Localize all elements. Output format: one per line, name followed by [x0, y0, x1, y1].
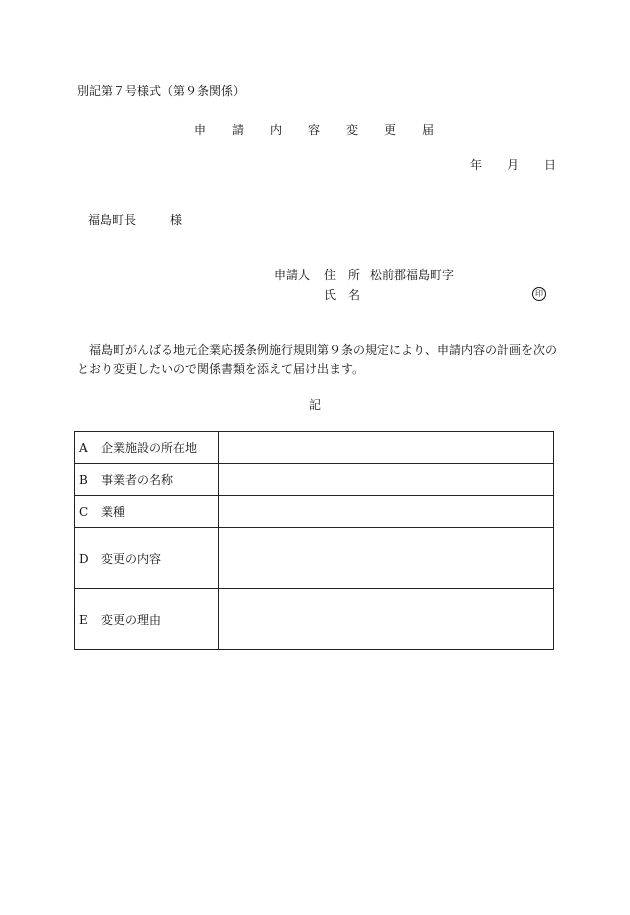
items-table	[74, 431, 554, 650]
item-label-cell	[75, 432, 219, 464]
item-letter: D	[79, 551, 89, 566]
table-row	[75, 589, 554, 650]
applicant-label: 申請人	[274, 268, 311, 282]
table-row	[75, 464, 554, 496]
title-char: 変	[346, 123, 359, 137]
title-char: 請	[232, 123, 245, 137]
item-label-cell	[75, 496, 219, 528]
address-value[interactable]: 松前郡福島町字	[370, 268, 455, 282]
address-label: 住 所	[324, 268, 361, 282]
date-year: 年	[470, 158, 483, 172]
title-char: 内	[270, 123, 283, 137]
item-value-cell[interactable]	[219, 528, 554, 589]
item-label: 業種	[101, 505, 126, 519]
item-letter: C	[79, 505, 89, 519]
item-label: 変更の理由	[101, 612, 162, 627]
body-paragraph: 福島町がんばる地元企業応援条例施行規則第９条の規定により、申請内容の計画を次のとおり変更したいので関係書類を添えて届け出ます。	[77, 343, 558, 376]
addressee	[88, 213, 182, 227]
date-line	[470, 158, 556, 172]
title-char: 容	[308, 123, 321, 137]
form-number: 別記第７号様式（第９条関係）	[77, 84, 246, 98]
table-row	[75, 432, 554, 464]
ki-heading: 記	[309, 398, 322, 412]
item-label: 事業者の名称	[101, 473, 174, 487]
name-label: 氏 名	[324, 288, 361, 302]
applicant-name-line	[274, 288, 370, 302]
item-label-cell	[75, 528, 219, 589]
item-label: 変更の内容	[101, 551, 162, 566]
item-letter: A	[79, 441, 88, 455]
item-label-cell	[75, 464, 219, 496]
addressee-honorific: 様	[170, 213, 183, 227]
title-char: 更	[384, 123, 397, 137]
addressee-name: 福島町長	[88, 213, 137, 227]
item-label-cell	[75, 589, 219, 650]
title-char: 申	[194, 123, 207, 137]
item-label: 企業施設の所在地	[101, 441, 198, 455]
date-day: 日	[544, 158, 557, 172]
item-value-cell[interactable]	[219, 589, 554, 650]
item-letter: B	[79, 473, 88, 487]
item-value-cell[interactable]	[219, 464, 554, 496]
applicant-address-line	[274, 268, 454, 282]
seal-mark: 印	[532, 287, 546, 301]
item-value-cell[interactable]	[219, 496, 554, 528]
document-title	[194, 123, 460, 137]
table-row	[75, 496, 554, 528]
item-value-cell[interactable]	[219, 432, 554, 464]
date-month: 月	[507, 158, 520, 172]
title-char: 届	[422, 123, 435, 137]
item-letter: E	[79, 612, 88, 627]
table-row	[75, 528, 554, 589]
